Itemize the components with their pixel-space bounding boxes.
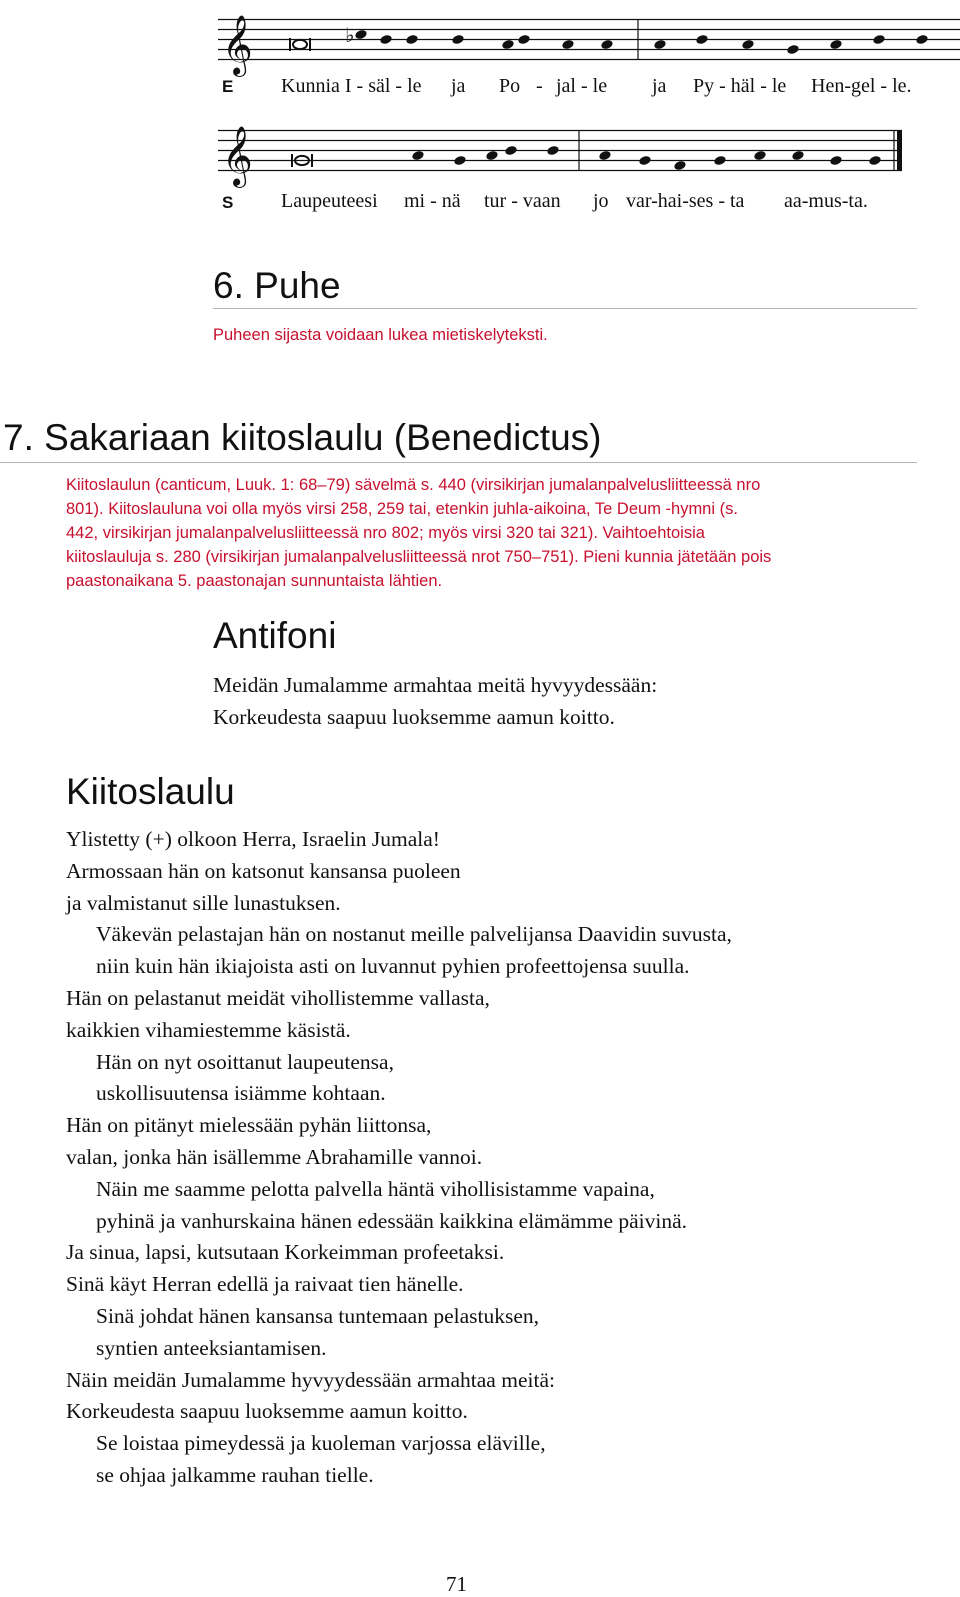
- verse-line: valan, jonka hän isällemme Abrahamille vannoi.: [66, 1144, 483, 1169]
- verse-line-indented: Sinä johdat hänen kansansa tuntemaan pelastuksen,: [96, 1303, 540, 1328]
- lyric-syllable: Hen-gel - le.: [811, 75, 912, 97]
- lyric-syllable: Py - häl - le: [693, 75, 787, 97]
- staff-1-label: E: [222, 77, 234, 96]
- lyric-syllable: Laupeuteesi: [281, 190, 378, 212]
- lyric-syllable: mi - nä: [404, 190, 461, 212]
- note-line: 442, virsikirjan jumalanpalvelusliitteessä nro 802; myös virsi 320 tai 321). Vaihtoehtoisia: [66, 524, 705, 542]
- verse-line-indented: uskollisuutensa isiämme kohtaan.: [96, 1081, 386, 1106]
- section-6-title: 6. Puhe: [213, 265, 341, 306]
- verse-line: Korkeudesta saapuu luoksemme aamun koitto.: [213, 704, 615, 729]
- note-line: kiitoslauluja s. 280 (virsikirjan jumalanpalvelusliitteessä nrot 750–751). Pieni kunnia jätetään pois: [66, 548, 772, 566]
- notes-staff-1: [354, 29, 929, 55]
- lyric-syllable: Kunnia I - säl - le: [281, 75, 422, 97]
- verse-line-indented: Väkevän pelastajan hän on nostanut meille palvelijansa Daavidin suvusta,: [96, 922, 732, 947]
- section-7-divider: [0, 462, 917, 463]
- flat-icon: ♭: [345, 23, 355, 47]
- verse-line-indented: se ohjaa jalkamme rauhan tielle.: [96, 1462, 374, 1487]
- treble-clef-icon: 𝄞: [222, 15, 253, 75]
- lyric-syllable: Po: [499, 75, 521, 97]
- verse-line-indented: Näin me saamme pelotta palvella häntä vihollisistamme vapaina,: [96, 1176, 655, 1201]
- verse-line: Hän on pelastanut meidät vihollistemme vallasta,: [66, 985, 490, 1010]
- section-6-divider: [213, 308, 917, 309]
- final-barline: [897, 130, 902, 171]
- verse-line-indented: pyhinä ja vanhurskaina hänen edessään kaikkina elämämme päivinä.: [96, 1208, 688, 1233]
- lyric-syllable: jo: [593, 190, 609, 212]
- lyric-syllable: tur - vaan: [484, 190, 561, 212]
- verse-line: Näin meidän Jumalamme hyvyydessään armahtaa meitä:: [66, 1367, 555, 1392]
- lyric-syllable: ja: [451, 75, 466, 97]
- verse-line: Sinä käyt Herran edellä ja raivaat tien hänelle.: [66, 1272, 464, 1297]
- lyric-syllable: -: [536, 75, 543, 97]
- verse-line-indented: Hän on nyt osoittanut laupeutensa,: [96, 1049, 394, 1074]
- section-7-note: [66, 473, 916, 593]
- note-line: 801). Kiitoslauluna voi olla myös virsi 258, 259 tai, etenkin juhla-aikoina, Te Deum -hymni (s.: [66, 500, 738, 518]
- lyric-syllable: aa-mus-ta.: [784, 190, 868, 212]
- section-7-title: 7. Sakariaan kiitoslaulu (Benedictus): [3, 417, 602, 458]
- treble-clef-icon: 𝄞: [222, 126, 253, 186]
- verse-line: Korkeudesta saapuu luoksemme aamun koitto.: [66, 1399, 468, 1424]
- verse-line: Meidän Jumalamme armahtaa meitä hyvyydessään:: [213, 673, 658, 697]
- antifoni-text: [213, 670, 657, 734]
- verse-line-indented: niin kuin hän ikiajoista asti on luvannut pyhien profeettojensa suulla.: [96, 954, 690, 979]
- lyric-syllable: var-hai-ses - ta: [626, 190, 745, 212]
- verse-line: Ylistetty (+) olkoon Herra, Israelin Jumala!: [66, 827, 440, 851]
- staff-2-label: S: [222, 193, 234, 212]
- verse-line: ja valmistanut sille lunastuksen.: [66, 890, 341, 915]
- antifoni-heading: Antifoni: [213, 615, 337, 656]
- section-6-note: Puheen sijasta voidaan lukea mietiskelyteksti.: [213, 326, 548, 344]
- kiitoslaulu-text: [66, 824, 732, 1492]
- verse-line: kaikkien vihamiestemme käsistä.: [66, 1017, 351, 1042]
- note-line: paastonaikana 5. paastonajan sunnuntaista lähtien.: [66, 572, 443, 590]
- notes-staff-2: [411, 145, 882, 171]
- lyric-syllable: jal - le: [556, 75, 608, 97]
- verse-line: Ja sinua, lapsi, kutsutaan Korkeimman profeetaksi.: [66, 1240, 505, 1265]
- lyric-syllable: ja: [652, 75, 667, 97]
- verse-line: Hän on pitänyt mielessään pyhän liittonsa,: [66, 1113, 432, 1138]
- verse-line-indented: syntien anteeksiantamisen.: [96, 1335, 327, 1360]
- note-line: Kiitoslaulun (canticum, Luuk. 1: 68–79) sävelmä s. 440 (virsikirjan jumalanpalvelusliitteessä nro: [66, 476, 761, 494]
- verse-line-indented: Se loistaa pimeydessä ja kuoleman varjossa eläville,: [96, 1431, 546, 1456]
- page-number: 71: [446, 1572, 467, 1596]
- verse-line: Armossaan hän on katsonut kansansa puoleen: [66, 858, 461, 883]
- kiitoslaulu-heading: Kiitoslaulu: [66, 771, 235, 812]
